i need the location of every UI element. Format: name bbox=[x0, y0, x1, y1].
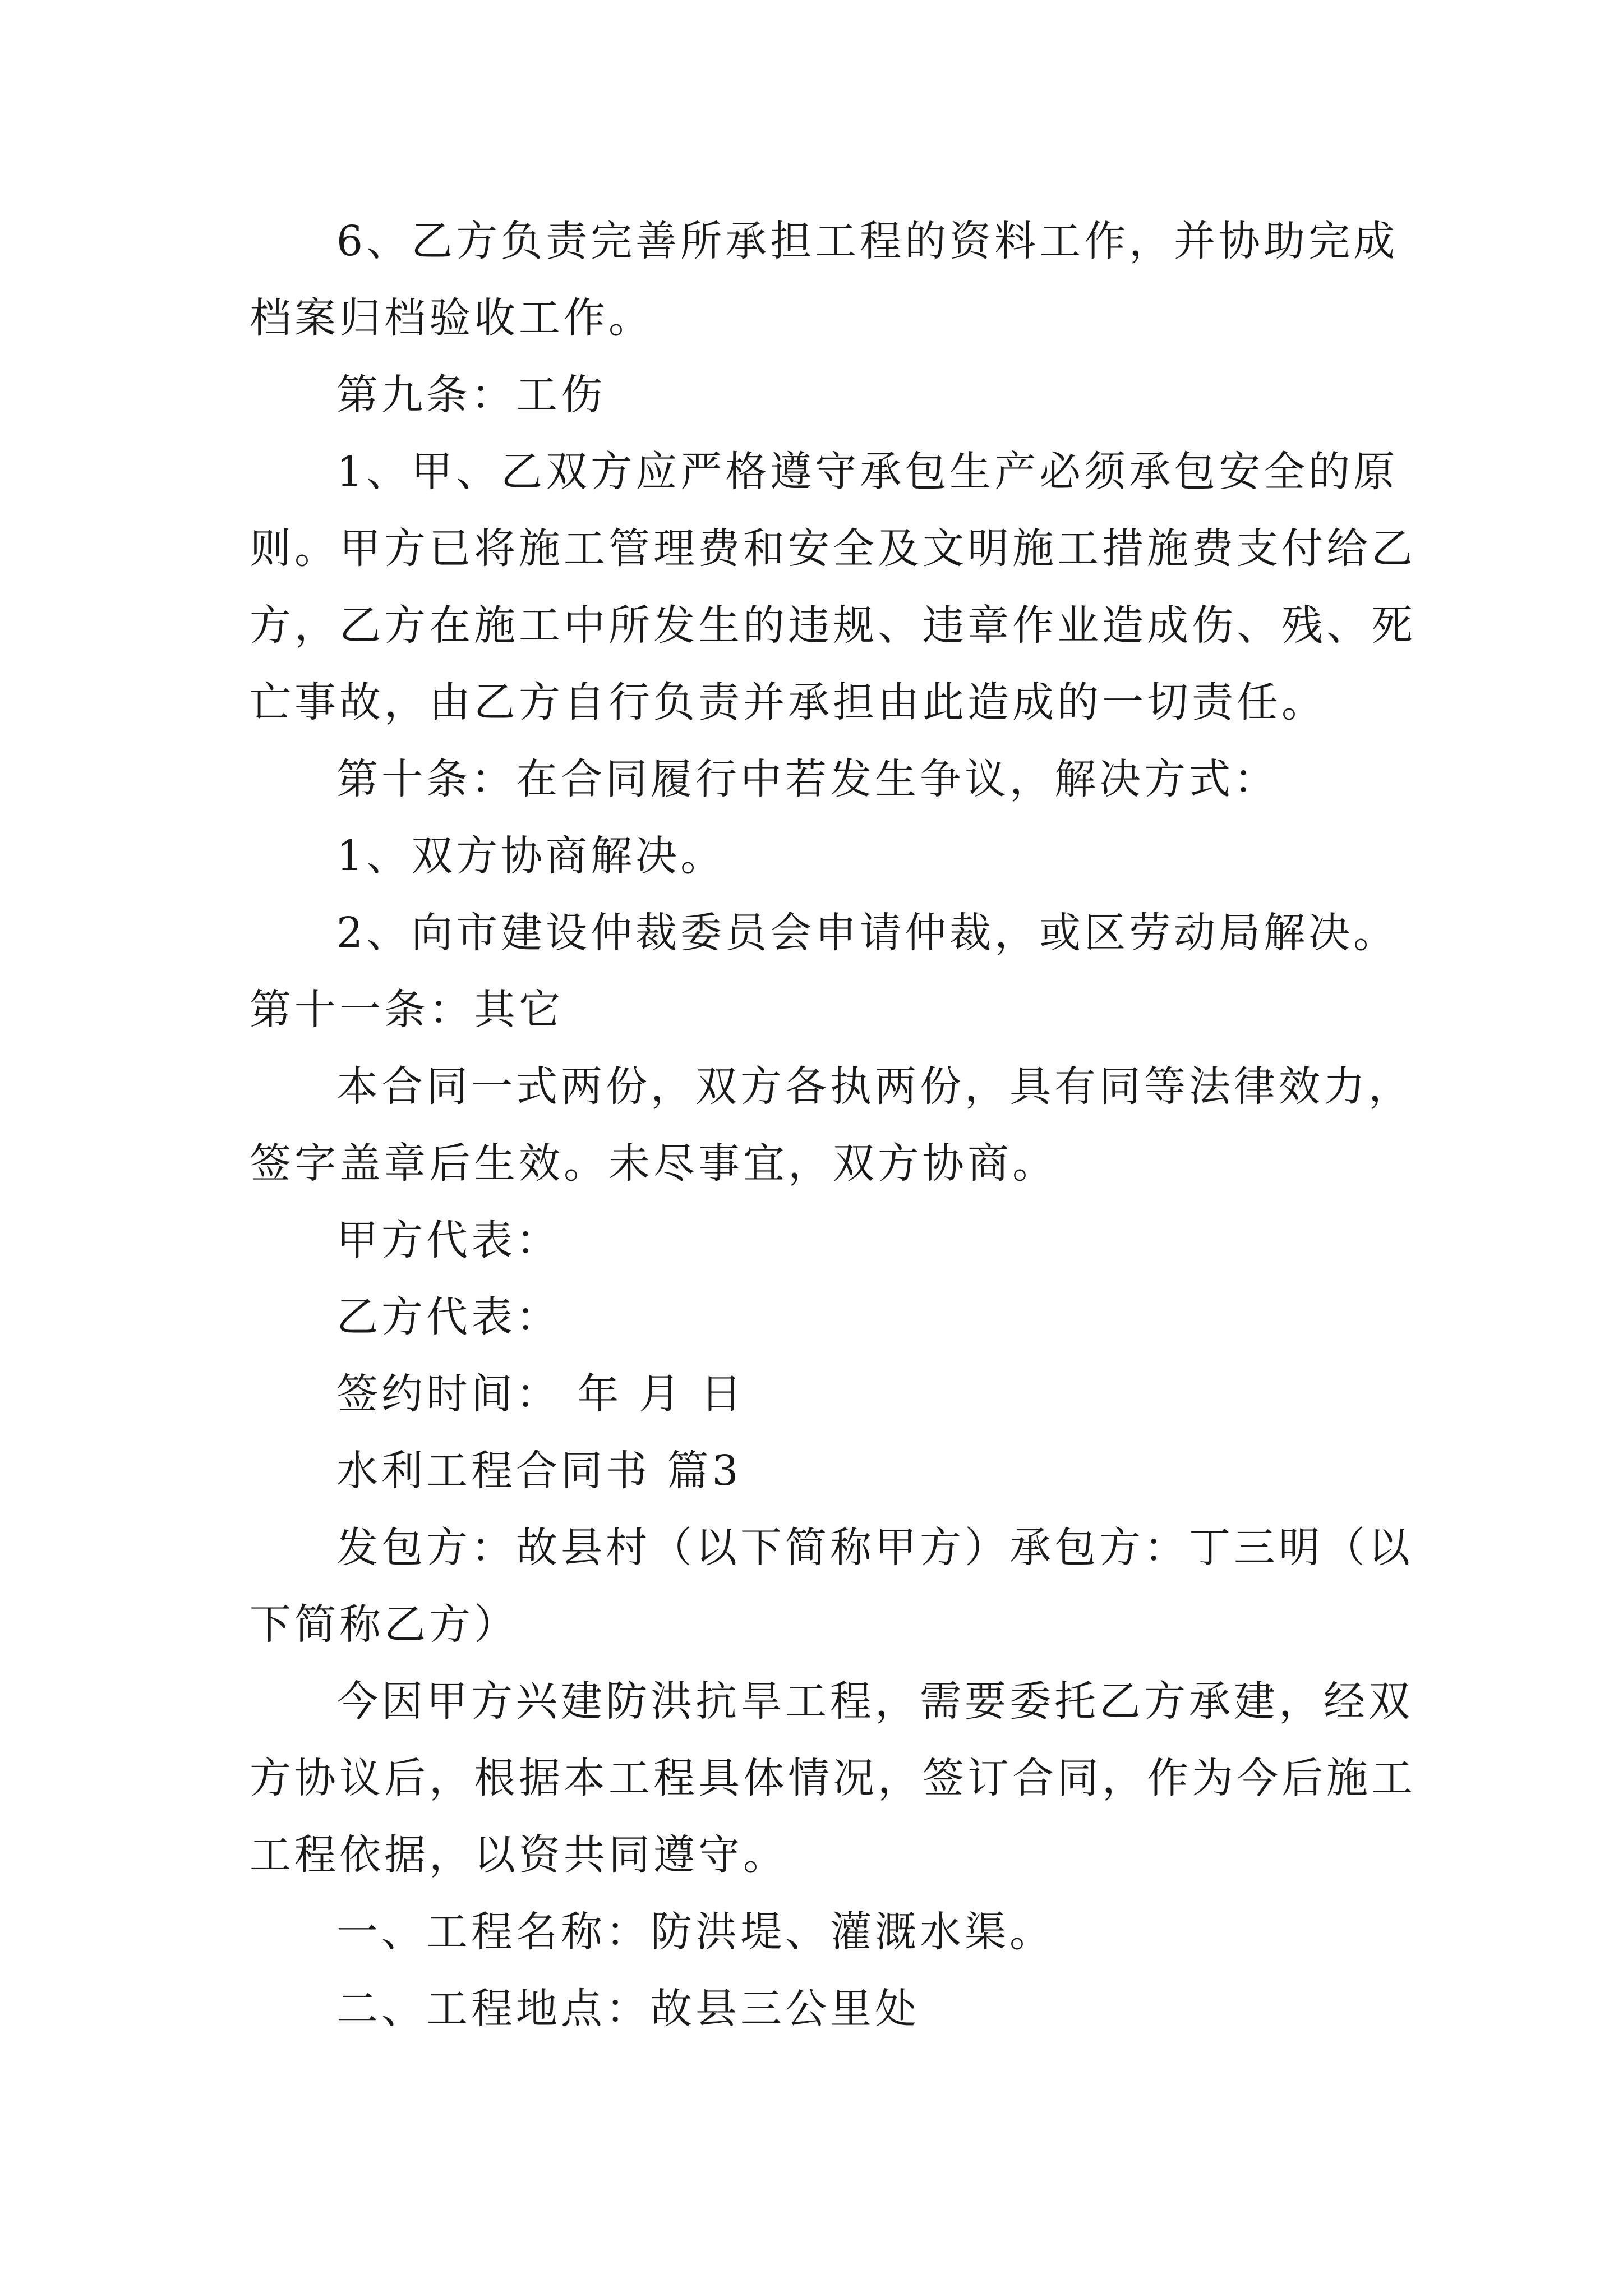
text-line: 本合同一式两份，双方各执两份，具有同等法律效力， bbox=[336, 1062, 1413, 1111]
text-line: 乙方代表： bbox=[336, 1293, 561, 1341]
text-line: 1、双方协商解决。 bbox=[336, 832, 726, 880]
text-line: 签约时间： 年 月 日 bbox=[336, 1370, 745, 1418]
text-line: 甲方代表： bbox=[336, 1216, 561, 1264]
text-line: 则。甲方已将施工管理费和安全及文明施工措施费支付给乙 bbox=[250, 524, 1416, 573]
text-line: 一、工程名称：防洪堤、灌溉水渠。 bbox=[336, 1908, 1054, 1956]
text-line: 签字盖章后生效。未尽事宜，双方协商。 bbox=[250, 1139, 1057, 1188]
text-line: 1、甲、乙双方应严格遵守承包生产必须承包安全的原 bbox=[336, 448, 1399, 496]
text-line: 6、乙方负责完善所承担工程的资料工作，并协助完成 bbox=[336, 217, 1399, 265]
text-line: 发包方：故县村（以下简称甲方）承包方：丁三明（以 bbox=[336, 1524, 1413, 1572]
text-line: 水利工程合同书 篇3 bbox=[336, 1447, 742, 1495]
text-line: 亡事故，由乙方自行负责并承担由此造成的一切责任。 bbox=[250, 678, 1326, 726]
text-line: 方，乙方在施工中所发生的违规、违章作业造成伤、残、死 bbox=[250, 601, 1416, 650]
text-line: 2、向市建设仲裁委员会申请仲裁，或区劳动局解决。 bbox=[336, 909, 1399, 957]
text-line: 第九条：工伤 bbox=[336, 371, 606, 419]
text-line: 下简称乙方） bbox=[250, 1600, 519, 1649]
text-line: 二、工程地点：故县三公里处 bbox=[336, 1985, 920, 2033]
text-line: 第十一条：其它 bbox=[250, 986, 564, 1034]
text-line: 方协议后，根据本工程具体情况，签订合同，作为今后施工 bbox=[250, 1754, 1416, 1802]
text-line: 工程依据，以资共同遵守。 bbox=[250, 1831, 788, 1879]
text-line: 第十条：在合同履行中若发生争议，解决方式： bbox=[336, 755, 1279, 803]
text-line: 今因甲方兴建防洪抗旱工程，需要委托乙方承建，经双 bbox=[336, 1677, 1413, 1726]
text-line: 档案归档验收工作。 bbox=[250, 294, 653, 342]
